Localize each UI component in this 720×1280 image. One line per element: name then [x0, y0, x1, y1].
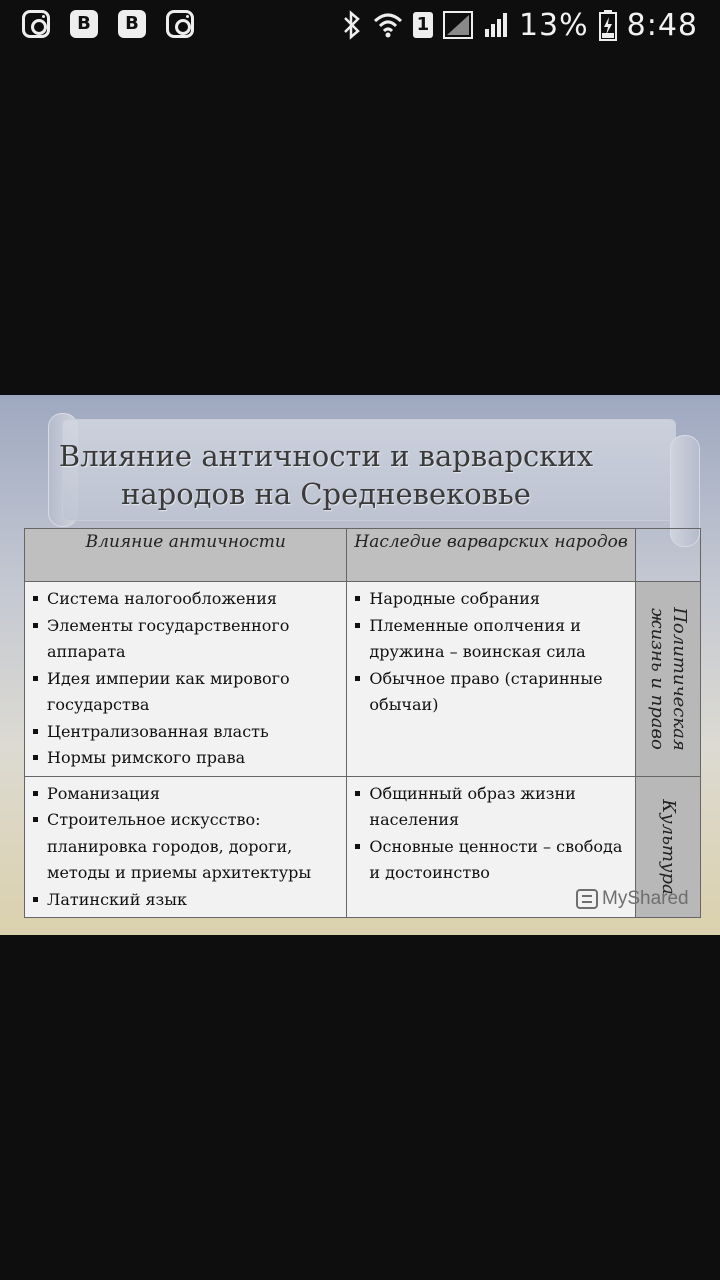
list-item: Латинский язык — [33, 887, 340, 914]
slide-title-line1: Влияние античности и варварских — [58, 439, 594, 473]
instagram-icon — [166, 10, 194, 38]
watermark — [576, 888, 689, 910]
list-item: Племенные ополчения и дружина – воинская сила — [355, 613, 628, 666]
myshared-logo-icon — [576, 889, 598, 909]
signal-icon — [483, 11, 509, 39]
column-header-barbarian: Наследие варварских народов — [347, 529, 635, 582]
list-item: Романизация — [33, 781, 340, 808]
slide-title-line2: народов на Средневековье — [121, 477, 531, 511]
slide-title — [56, 437, 596, 513]
status-bar — [0, 0, 720, 50]
list-item: Народные собрания — [355, 586, 628, 613]
cell-barbarian-politics — [347, 582, 635, 777]
row-label-line: жизнь и право — [646, 607, 668, 750]
wifi-icon — [373, 11, 403, 39]
signal-icon — [443, 11, 473, 39]
cell-antiquity-politics — [25, 582, 347, 777]
list-item: Элементы государственного аппарата — [33, 613, 340, 666]
slide-image — [0, 395, 720, 935]
list-item: Обычное право (старинные обычаи) — [355, 666, 628, 719]
list-item: Нормы римского права — [33, 745, 340, 772]
list-item: Общинный образ жизни населения — [355, 781, 628, 834]
vk-icon: B — [118, 10, 146, 38]
battery-percent: 13% — [518, 7, 589, 43]
watermark-text: MyShared — [602, 888, 689, 909]
list-item: Основные ценности – свобода и достоинство — [355, 834, 628, 887]
row-label-line: Политическая — [668, 606, 690, 751]
list-item: Система налогообложения — [33, 586, 340, 613]
sim-slot-icon: 1 — [413, 12, 433, 38]
list-item: Строительное искусство: планировка городов, дороги, методы и приемы архитектуры — [33, 807, 340, 887]
comparison-table — [24, 528, 701, 918]
table-corner — [635, 529, 700, 582]
column-header-antiquity: Влияние античности — [25, 529, 347, 582]
table-header-row — [25, 529, 701, 582]
battery-charging-icon — [599, 9, 617, 41]
row-label-politics — [635, 582, 700, 777]
table-row — [25, 582, 701, 777]
bluetooth-icon — [341, 10, 363, 40]
vk-icon: B — [70, 10, 98, 38]
instagram-icon — [22, 10, 50, 38]
list-item: Централизованная власть — [33, 719, 340, 746]
list-item: Идея империи как мирового государства — [33, 666, 340, 719]
row-label-line: Культура — [657, 799, 679, 895]
cell-antiquity-culture — [25, 776, 347, 918]
clock: 8:48 — [626, 7, 698, 43]
